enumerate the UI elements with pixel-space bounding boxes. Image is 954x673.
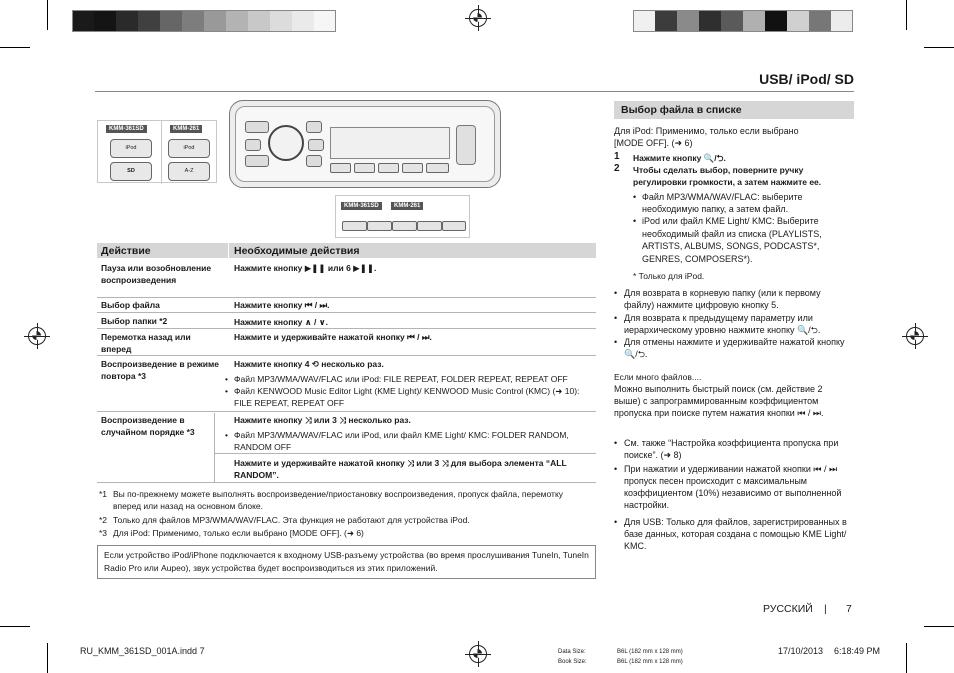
list-item: • [225, 386, 228, 396]
table-row-action: Воспроизведение в режиме повтора *3 [101, 359, 219, 381]
preset-strip-illustration [335, 195, 470, 238]
row-divider [97, 312, 596, 313]
x-button [306, 121, 322, 133]
list-item: • [614, 337, 618, 347]
az-button: A-Z [168, 162, 210, 181]
footnote-mark: *2 [99, 515, 108, 525]
list-item-text: Файл MP3/WMA/WAV/FLAC или iPod, или файл KME Light/ KMC: FOLDER RANDOM, RANDOM OFF [234, 430, 569, 452]
table-header-action: Действие [101, 245, 151, 257]
ipod-button-a: iPod [110, 139, 152, 158]
list-item-text: Для отмены нажмите и удерживайте нажатой кнопку 🔍/⮌. [624, 337, 845, 359]
list-item-text: Для возврата в корневую папку (или к первому файлу) нажмите цифровую кнопку 5. [624, 288, 821, 310]
many-files-text: Можно выполнить быстрый поиск (см. действие 2 выше) с запрограммированным коэффициентом пропуска при поиске путем нажатия кнопки ⏮ / ⏭. [614, 384, 824, 418]
step-number: 1 [614, 151, 620, 162]
row-divider [97, 482, 596, 483]
footer-language: РУССКИЙ [763, 603, 813, 615]
slug-book-size: B6L (182 mm x 128 mm) [617, 659, 683, 665]
ipod-button-b: iPod [168, 139, 210, 158]
row-divider [97, 297, 596, 298]
list-item: • [225, 430, 228, 440]
registration-mark-top [469, 9, 487, 27]
footnote-text: Только для файлов MP3/WMA/WAV/FLAC. Эта функция не работают для устройства iPod. [113, 515, 470, 525]
registration-mark-right [906, 327, 924, 345]
step-text: Нажмите кнопку 🔍/⮌. [633, 153, 726, 163]
many-files-title: Если много файлов.... [614, 372, 702, 382]
preset-buttons [330, 163, 448, 172]
footnote-mark: *1 [99, 489, 108, 499]
table-row-todo: Нажмите кнопку ▶❚❚ или 6 ▶❚❚. [234, 263, 377, 273]
row-divider [214, 453, 596, 454]
footer-separator: | [824, 603, 827, 615]
table-row-todo: Нажмите кнопку ⤨ или 3 ⤨ несколько раз. [234, 415, 411, 425]
page-number: 7 [846, 603, 852, 615]
next-button [308, 139, 324, 151]
table-column-divider [214, 413, 215, 482]
table-row-todo: Нажмите кнопку 4 ⟲ несколько раз. [234, 359, 384, 369]
table-row-todo: Нажмите и удерживайте нажатой кнопку ⏮ / ⏭. [234, 332, 432, 342]
model-label-361sd-center: KMM-361SD [341, 202, 382, 210]
ipod-only-note: * Только для iPod. [633, 271, 705, 281]
list-item-text: См. также “Настройка коэффициента пропуска при поиске”. (➜ 8) [624, 438, 839, 460]
list-item: • [614, 464, 618, 474]
eject-button [245, 121, 269, 133]
table-row-action: Выбор папки *2 [101, 316, 168, 326]
list-item-text: Для USB: Только для файлов, зарегистрированных в базе данных, которая создана с помощью KME Light/ KMC. [624, 517, 847, 551]
slug-data-size: B6L (182 mm x 128 mm) [617, 649, 683, 655]
list-item: • [614, 313, 618, 323]
boxed-note-text: Если устройство iPod/iPhone подключается к входному USB-разъему устройства (во время прослушивания TuneIn, TuneIn Radio Pro или Aupeo), звук устройства будет воспроизводиться из этих приложений. [104, 550, 589, 573]
registration-mark-left [28, 327, 46, 345]
table-row-action: Воспроизведение в случайном порядке *3 [101, 415, 195, 437]
section-title: USB/ iPod/ SD [759, 71, 854, 87]
list-item: • [225, 374, 228, 384]
src-button [245, 155, 269, 167]
footnote-text: Вы по-прежнему можете выполнять воспроизведение/приостановку воспроизведения, пропуск файла, перемотку вперед или назад на основном блоке. [113, 489, 564, 511]
model-label-261: KMM-261 [170, 125, 202, 133]
boxed-note [97, 545, 596, 579]
row-divider [97, 328, 596, 329]
list-item: • [614, 288, 618, 298]
title-rule [95, 91, 854, 92]
table-header-todo: Необходимые действия [234, 245, 360, 257]
footnote-mark: *3 [99, 528, 108, 538]
registration-mark-bottom [469, 645, 487, 663]
footnote-text: Для iPod: Применимо, только если выбрано [MODE OFF]. (➜ 6) [113, 528, 364, 538]
prev-button [245, 139, 261, 151]
model-label-261-center: KMM-261 [391, 202, 423, 210]
table-header-divider [228, 243, 229, 258]
row-divider [97, 355, 596, 356]
slug-date: 17/10/2013 [778, 646, 824, 656]
row-divider [97, 411, 596, 412]
list-item-text: iPod или файл KME Light/ KMC: Выберите необходимый файл из списка (PLAYLISTS, ARTISTS, ALBUMS, SONGS, PODCASTS*, GENRES, COMPOSERS*). [642, 216, 822, 264]
back-button [306, 155, 322, 167]
ipod-intro: Для iPod: Применимо, только если выбрано [MODE OFF]. (➜ 6) [614, 126, 799, 148]
table-row-action: Перемотка назад или вперед [101, 332, 191, 354]
model-buttons-illustration [97, 120, 217, 183]
list-item: • [614, 438, 618, 448]
usb-port [456, 125, 476, 165]
list-item: • [614, 517, 618, 527]
list-item-text: При нажатии и удерживании нажатой кнопки ⏮ / ⏭ пропуск песен происходит с максимальным коэффициентом (10%) независимо от выполненной настройки. [624, 464, 842, 510]
slug-book-size-label: Book Size: [558, 659, 587, 665]
model-label-361sd: KMM-361SD [106, 125, 147, 133]
table-row-todo: Нажмите и удерживайте нажатой кнопку ⤨ или 3 ⤨ для выбора элемента “ALL RANDOM”. [234, 458, 567, 480]
right-heading: Выбор файла в списке [621, 104, 742, 116]
slug-filename: RU_KMM_361SD_001A.indd 7 [80, 646, 205, 656]
volume-knob [268, 125, 304, 161]
table-row-action: Пауза или возобновление воспроизведения [101, 263, 212, 285]
slug-data-size-label: Data Size: [558, 649, 586, 655]
list-item: • [633, 192, 637, 202]
slug-time: 6:18:49 PM [834, 646, 881, 656]
step-number: 2 [614, 163, 620, 174]
list-item-text: Для возврата к предыдущему параметру или иерархическому уровню нажмите кнопку 🔍/⮌. [624, 313, 821, 335]
list-item-text: Файл KENWOOD Music Editor Light (KME Light)/ KENWOOD Music Control (KMC) (➜ 10): FILE REPEAT, REPEAT OFF [234, 386, 580, 408]
table-row-action: Выбор файла [101, 300, 160, 310]
display-panel [330, 127, 450, 159]
head-unit-illustration [229, 100, 501, 188]
list-item-text: Файл MP3/WMA/WAV/FLAC или iPod: FILE REPEAT, FOLDER REPEAT, REPEAT OFF [234, 374, 568, 384]
table-row-todo: Нажмите кнопку ⏮ / ⏭. [234, 300, 330, 310]
list-item-text: Файл MP3/WMA/WAV/FLAC: выберите необходимую папку, а затем файл. [642, 192, 803, 214]
step-text: Чтобы сделать выбор, поверните ручку регулировки громкости, а затем нажмите ее. [633, 165, 822, 187]
sd-button: SD [110, 162, 152, 181]
table-row-todo: Нажмите кнопку ∧ / ∨. [234, 317, 328, 327]
list-item: • [633, 216, 637, 226]
